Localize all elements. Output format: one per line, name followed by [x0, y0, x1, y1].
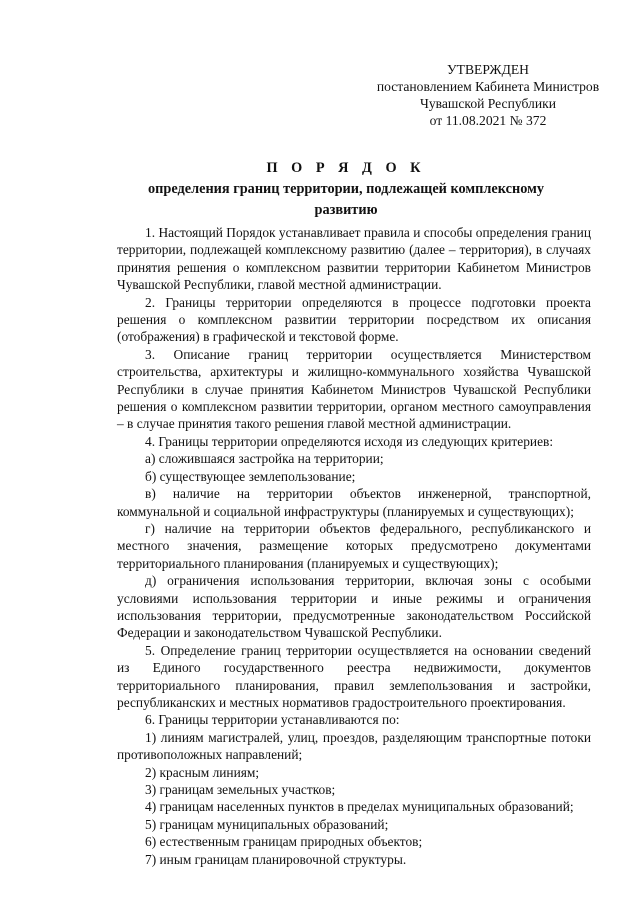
- boundary-item-4: 4) границам населенных пунктов в пределах муниципальных образований;: [145, 799, 574, 815]
- paragraph-3: 3. Описание границ территории осуществляется Министерством строительства, архитектуры и жилищно-коммунального хозяйства Чувашской Республики в случае принятия Кабинетом Министров Чувашской Республики решения о комплексном развитии территории, органом местного самоуправления – в случае принятия такого решения главой местной администрации.: [117, 346, 591, 432]
- criterion-d: д) ограничения использования территории, включая зоны с особыми условиями использования территории и иные режимы и ограничения использования территории, предусмотренные законодательством Российской Федерации и законодательством Чувашской Республики.: [117, 573, 591, 641]
- document-body: [117, 224, 591, 868]
- boundary-item-1: 1) линиям магистралей, улиц, проездов, разделяющим транспортные потоки противоположных направлений;: [117, 729, 591, 763]
- boundary-item-3: 3) границам земельных участков;: [145, 782, 336, 797]
- boundary-item-2: 2) красным линиям;: [145, 764, 260, 780]
- criterion-a: а) сложившаяся застройка на территории;: [145, 451, 384, 467]
- approval-authority: Чувашской Республики: [420, 96, 556, 111]
- title-subtitle: определения границ территории, подлежащей комплексному развитию: [148, 181, 544, 218]
- document-title: [116, 158, 576, 221]
- paragraph-5: 5. Определение границ территории осуществляется на основании сведений из Единого государственного реестра недвижимости, документов территориального планирования, правил землепользования и застройки, республиканских и местных нормативов градостроительного проектирования.: [117, 642, 591, 710]
- criterion-g: г) наличие на территории объектов федерального, республиканского и местного значения, размещение которых предусмотрено документами территориального планирования (планируемых и существующих);: [117, 520, 591, 571]
- boundary-item-5: 5) границам муниципальных образований;: [145, 816, 389, 832]
- approval-stamp: [368, 61, 608, 129]
- approval-heading: УТВЕРЖДЕН: [447, 62, 529, 77]
- boundary-item-6: 6) естественным границам природных объектов;: [145, 834, 423, 850]
- criterion-v: в) наличие на территории объектов инженерной, транспортной, коммунальной и социальной инфраструктуры (планируемых и существующих);: [117, 486, 591, 519]
- boundary-item-7: 7) иным границам планировочной структуры.: [145, 851, 407, 867]
- approval-issuer: постановлением Кабинета Министров: [376, 79, 600, 94]
- title-main: П О Р Я Д О К: [266, 160, 426, 176]
- paragraph-1: 1. Настоящий Порядок устанавливает правила и способы определения границ территории, подлежащей комплексному развитию (далее – территория), в случаях принятия решения о комплексном развитии территории Кабинетом Министров Чувашской Республики, главой местной администрации.: [117, 225, 591, 293]
- approval-date-number: от 11.08.2021 № 372: [429, 113, 547, 128]
- paragraph-6: 6. Границы территории устанавливаются по:: [145, 712, 400, 728]
- criterion-b: б) существующее землепользование;: [145, 468, 356, 484]
- paragraph-2: 2. Границы территории определяются в процессе подготовки проекта решения о комплексном развитии территории посредством их описания (отображения) в графической и текстовой форме.: [117, 294, 591, 345]
- paragraph-4: 4. Границы территории определяются исходя из следующих критериев:: [145, 433, 554, 449]
